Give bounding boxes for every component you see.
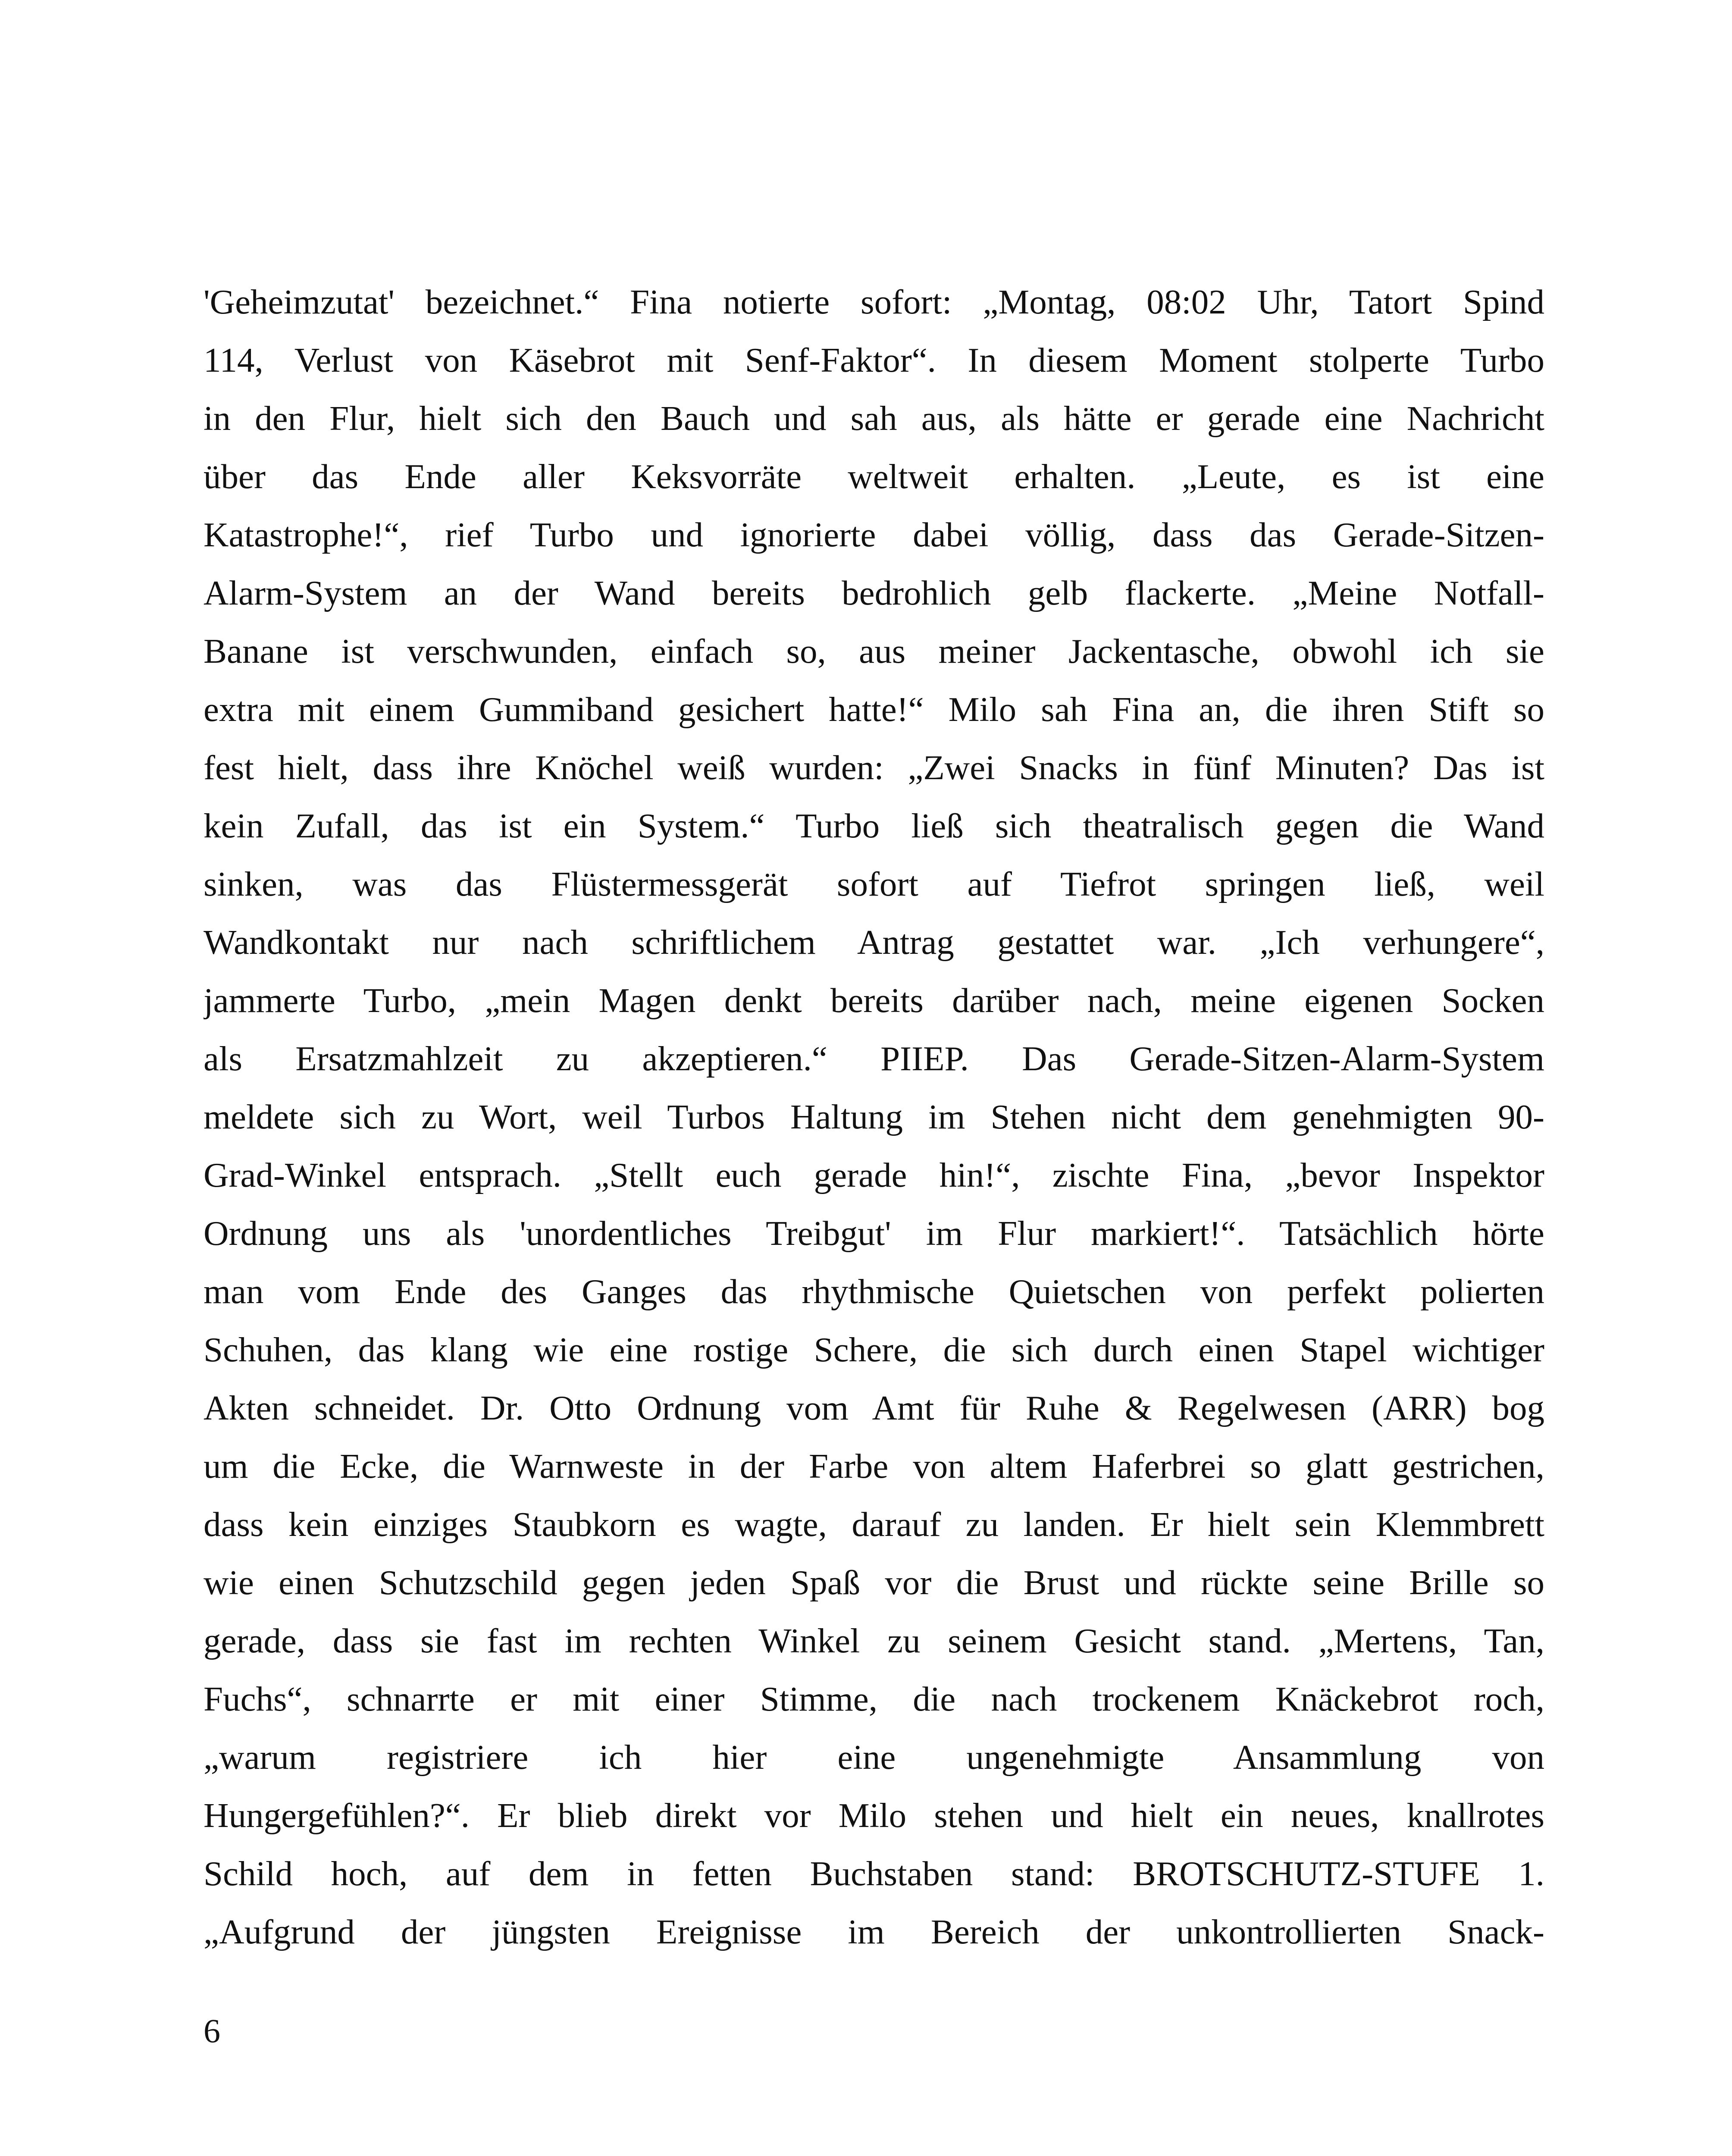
text-line: Wandkontakt nur nach schriftlichem Antrag gestattet war. „Ich verhungere“, (204, 923, 1544, 962)
text-line: Hungergefühlen?“. Er blieb direkt vor Milo stehen und hielt ein neues, knallrotes (204, 1796, 1544, 1835)
text-line: gerade, dass sie fast im rechten Winkel zu seinem Gesicht stand. „Mertens, Tan, (204, 1621, 1544, 1660)
text-line: kein Zufall, das ist ein System.“ Turbo ließ sich theatralisch gegen die Wand (204, 806, 1544, 845)
text-line: über das Ende aller Keksvorräte weltweit erhalten. „Leute, es ist eine (204, 457, 1544, 496)
text-line: Katastrophe!“, rief Turbo und ignorierte dabei völlig, dass das Gerade-Sitzen- (204, 515, 1544, 554)
text-line: Akten schneidet. Dr. Otto Ordnung vom Amt für Ruhe & Regelwesen (ARR) bog (204, 1388, 1544, 1427)
text-line: Schild hoch, auf dem in fetten Buchstaben stand: BROTSCHUTZ-STUFE 1. (204, 1854, 1544, 1893)
text-line: „warum registriere ich hier eine ungenehmigte Ansammlung von (204, 1738, 1544, 1777)
text-line: meldete sich zu Wort, weil Turbos Haltung im Stehen nicht dem genehmigten 90- (204, 1097, 1544, 1136)
text-line: dass kein einziges Staubkorn es wagte, darauf zu landen. Er hielt sein Klemmbrett (204, 1505, 1544, 1544)
text-line: um die Ecke, die Warnweste in der Farbe von altem Haferbrei so glatt gestrichen, (204, 1447, 1544, 1485)
text-line: Alarm-System an der Wand bereits bedrohlich gelb flackerte. „Meine Notfall- (204, 573, 1544, 612)
text-line: fest hielt, dass ihre Knöchel weiß wurden: „Zwei Snacks in fünf Minuten? Das ist (204, 748, 1544, 787)
text-line: wie einen Schutzschild gegen jeden Spaß vor die Brust und rückte seine Brille so (204, 1563, 1544, 1602)
text-line: 'Geheimzutat' bezeichnet.“ Fina notierte sofort: „Montag, 08:02 Uhr, Tatort Spind (204, 282, 1544, 321)
text-line: „Aufgrund der jüngsten Ereignisse im Bereich der unkontrollierten Snack- (204, 1912, 1544, 1951)
text-line: Schuhen, das klang wie eine rostige Schere, die sich durch einen Stapel wichtiger (204, 1330, 1544, 1369)
body-text (204, 273, 1544, 1961)
text-line: als Ersatzmahlzeit zu akzeptieren.“ PIIEP. Das Gerade-Sitzen-Alarm-System (204, 1039, 1544, 1078)
text-line: extra mit einem Gummiband gesichert hatte!“ Milo sah Fina an, die ihren Stift so (204, 690, 1544, 729)
text-line: Grad-Winkel entsprach. „Stellt euch gerade hin!“, zischte Fina, „bevor Inspektor (204, 1156, 1544, 1194)
text-line: Fuchs“, schnarrte er mit einer Stimme, die nach trockenem Knäckebrot roch, (204, 1680, 1544, 1718)
text-line: sinken, was das Flüstermessgerät sofort auf Tiefrot springen ließ, weil (204, 865, 1544, 903)
page-number: 6 (204, 2012, 220, 2049)
text-line: in den Flur, hielt sich den Bauch und sah aus, als hätte er gerade eine Nachricht (204, 399, 1544, 438)
text-line: man vom Ende des Ganges das rhythmische Quietschen von perfekt polierten (204, 1272, 1544, 1311)
text-line: Ordnung uns als 'unordentliches Treibgut' im Flur markiert!“. Tatsächlich hörte (204, 1214, 1544, 1253)
text-line: jammerte Turbo, „mein Magen denkt bereits darüber nach, meine eigenen Socken (204, 981, 1544, 1020)
text-line: Banane ist verschwunden, einfach so, aus meiner Jackentasche, obwohl ich sie (204, 632, 1544, 671)
text-line: 114, Verlust von Käsebrot mit Senf-Faktor“. In diesem Moment stolperte Turbo (204, 341, 1544, 379)
